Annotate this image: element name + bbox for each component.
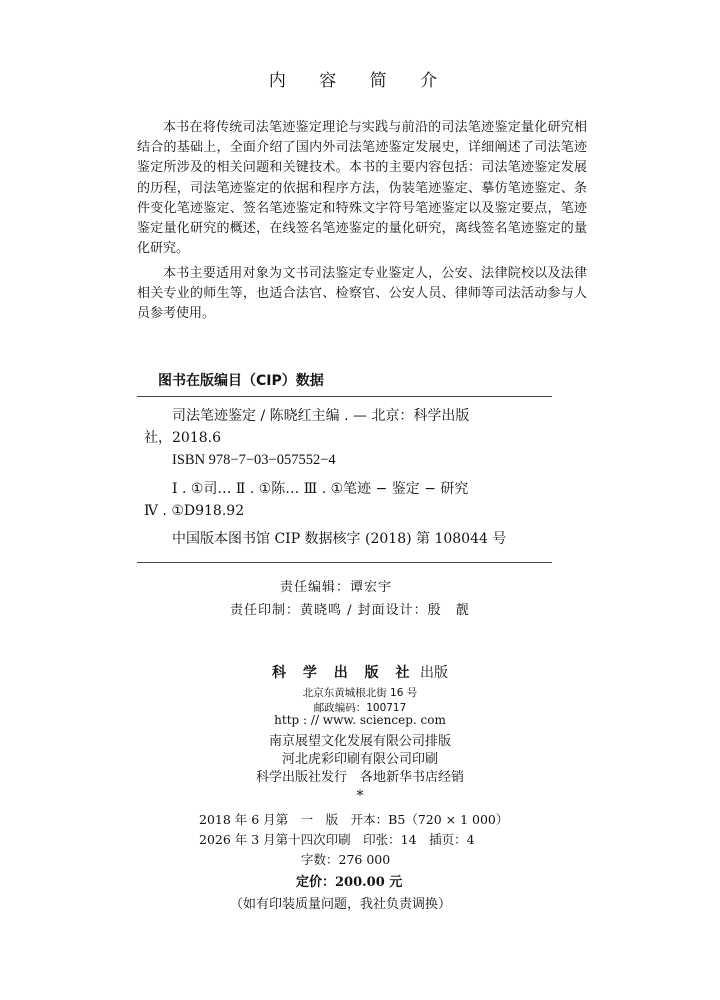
printing-info: 2026 年 3 月第十四次印刷 印张：14 插页：4 (199, 832, 475, 847)
responsible-editor: 责任编辑：谭宏宇 (280, 580, 393, 595)
cip-bibliographic-line-2: 社，2018.6 (144, 430, 221, 446)
page-title: 内 容 简 介 (268, 71, 452, 91)
price: 定价：200.00 元 (296, 875, 403, 890)
printer: 河北虎彩印刷有限公司印刷 (281, 752, 438, 767)
publisher-name: 科 学 出 版 社 (272, 665, 416, 681)
edition-info: 2018 年 6 月第 一 版 开本：B5（720 × 1 000） (199, 812, 509, 827)
cip-number: 中国版本图书馆 CIP 数据核字 (2018) 第 108044 号 (172, 531, 507, 547)
quality-note: （如有印装质量问题，我社负责调换） (230, 897, 452, 912)
publisher-address: 北京东黄城根北街 16 号 (302, 687, 418, 699)
cip-top-rule (137, 396, 552, 397)
publisher-url: http : // www. sciencep. com (274, 713, 446, 727)
publisher-suffix: 出版 (419, 665, 448, 681)
separator-asterisk: * (356, 788, 364, 804)
cip-heading: 图书在版编目（CIP）数据 (158, 373, 324, 389)
isbn: ISBN 978−7−03−057552−4 (172, 452, 336, 468)
publisher-line (0, 662, 720, 682)
distribution: 科学出版社发行 各地新华书店经销 (255, 770, 464, 785)
intro-paragraph-1: 本书在将传统司法笔迹鉴定理论与实践与前沿的司法笔迹鉴定量化研究相结合的基础上，全面介绍了国内外司法笔迹鉴定发展史，详细阐述了司法笔迹鉴定所涉及的相关问题和关键技术。本书的主要内容包括：司法笔迹鉴定发展的历程，司法笔迹鉴定的依据和程序方法，伪装笔迹鉴定、摹仿笔迹鉴定、条件变化笔迹鉴定、签名笔迹鉴定和特殊文字符号笔迹鉴定以及鉴定要点，笔迹鉴定量化研究的概述，在线签名笔迹鉴定的量化研究，离线签名笔迹鉴定的量化研究。 (137, 120, 587, 257)
publisher-postcode: 邮政编码：100717 (313, 702, 407, 714)
cip-bibliographic-line-1: 司法笔迹鉴定 / 陈晓红主编 . — 北京：科学出版 (172, 408, 470, 424)
print-and-cover-credits: 责任印制：黄晓鸣 / 封面设计：殷 靓 (230, 603, 470, 618)
cip-classification-line-1: Ⅰ . ①司… Ⅱ . ①陈… Ⅲ . ①笔迹 − 鉴定 − 研究 (172, 481, 469, 497)
cip-bottom-rule (137, 562, 552, 563)
typesetter: 南京展望文化发展有限公司排版 (268, 734, 451, 749)
word-count: 字数：276 000 (301, 852, 391, 867)
intro-paragraph-2: 本书主要适用对象为文书司法鉴定专业鉴定人，公安、法律院校以及法律相关专业的师生等，也适合法官、检察官、公安人员、律师等司法活动参与人员参考使用。 (137, 266, 587, 322)
cip-classification-line-2: Ⅳ . ①D918.92 (144, 503, 245, 519)
